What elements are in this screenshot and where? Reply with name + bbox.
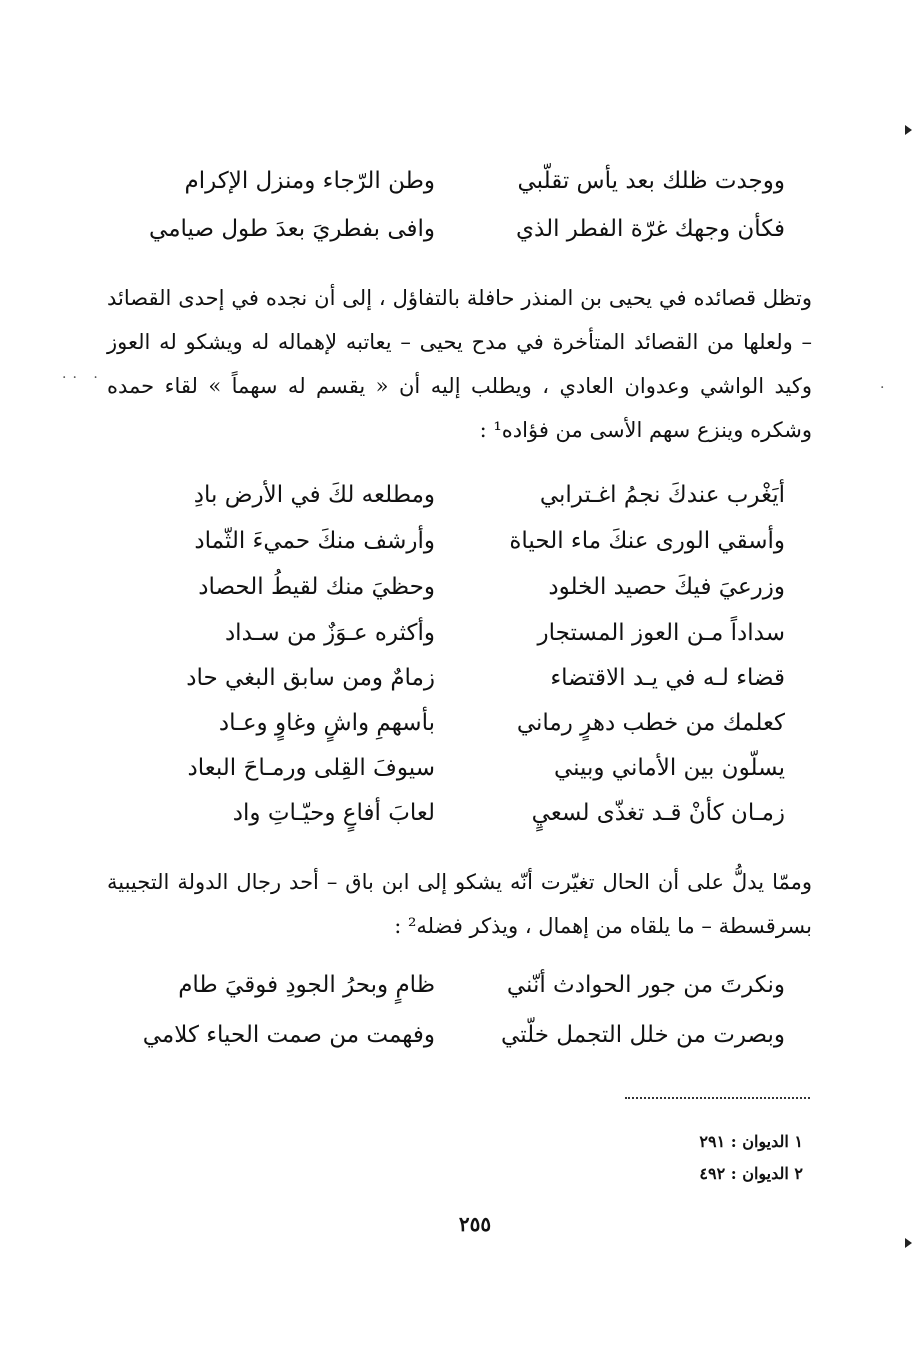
footnote-separator bbox=[625, 1097, 810, 1099]
prose-paragraph-2: وممّا يدلُّ على أن الحال تغيّرت أنّه يشكو إلى ابن باق – أحد رجال الدولة التجيبية بسرقسطة – ما يلقاه من إهمال ، ويذكر فضله² : bbox=[107, 870, 812, 938]
opening-verse-1 bbox=[125, 168, 785, 212]
hemistich-second: وحظيَ منك لقيطُ الحصاد bbox=[198, 574, 435, 600]
closing-verse-1 bbox=[125, 972, 785, 1016]
prose-paragraph-1: وتظل قصائده في يحيى بن المنذر حافلة بالتفاؤل ، إلى أن نجده في إحدى القصائد – ولعلها من القصائد المتأخرة في مدح يحيى – يعاتبه لإهماله له ويشكو له العوز وكيد الواشي وعدوان العادي ، ويطلب إليه أن « يقسم له سهماً » لقاء حمده وشكره وينزع سهم الأسى من فؤاده¹ : bbox=[107, 286, 812, 442]
hemistich-first: أيَغْرب عندكَ نجمُ اغـترابي bbox=[539, 482, 785, 508]
footnote-1: ١ الديوان : ٢٩١ bbox=[699, 1132, 803, 1151]
scan-edge-mark bbox=[905, 125, 912, 135]
scan-speck: · bbox=[880, 380, 891, 396]
hemistich-first: وزرعيَ فيكَ حصيد الخلود bbox=[548, 574, 785, 600]
hemistich-second: زمامٌ ومن سابق البغي حاد bbox=[186, 665, 435, 691]
hemistich-first: قضاء لـه في يـد الاقتضاء bbox=[550, 665, 785, 691]
scan-edge-mark bbox=[905, 1238, 912, 1248]
hemistich-first: وأسقي الورى عنكَ ماء الحياة bbox=[509, 528, 785, 554]
hemistich-first: سداداً مـن العوز المستجار bbox=[537, 620, 785, 646]
hemistich-first: يسلّون بين الأماني وبيني bbox=[553, 755, 785, 781]
opening-verse-2 bbox=[125, 216, 785, 260]
scan-speck: ·· · bbox=[62, 370, 104, 386]
middle-verse-1 bbox=[125, 482, 785, 526]
hemistich-first: زمـان كأنْ قـد تغذّى لسعيٍ bbox=[531, 800, 785, 826]
hemistich-second: وفهمت من صمت الحياء كلامي bbox=[142, 1022, 435, 1048]
footnote-2: ٢ الديوان : ٤٩٢ bbox=[699, 1164, 803, 1183]
middle-verse-4 bbox=[125, 620, 785, 664]
hemistich-second: بأسهمِ واشٍ وغاوٍ وعـاد bbox=[218, 710, 435, 736]
middle-verse-2 bbox=[125, 528, 785, 572]
hemistich-first: فكأن وجهك غرّة الفطر الذي bbox=[516, 216, 785, 242]
middle-verse-7 bbox=[125, 755, 785, 799]
page-number: ٢٥٥ bbox=[458, 1212, 492, 1236]
closing-verse-2 bbox=[125, 1022, 785, 1066]
hemistich-second: ومطلعه لكَ في الأرض بادِ bbox=[193, 482, 435, 508]
middle-verse-8 bbox=[125, 800, 785, 844]
hemistich-first: ونكرتَ من جور الحوادث أنّني bbox=[506, 972, 785, 998]
hemistich-second: وأكثره عـوَزٌ من سـداد bbox=[224, 620, 435, 646]
hemistich-first: وبصرت من خلل التجمل خلّتي bbox=[501, 1022, 785, 1048]
hemistich-first: كعلمك من خطب دهرٍ رماني bbox=[516, 710, 785, 736]
hemistich-second: سيوفَ القِلى ورمـاحَ البعاد bbox=[187, 755, 435, 781]
hemistich-second: وأرشف منكَ حميءَ الثّماد bbox=[194, 528, 435, 554]
hemistich-first: ووجدت ظلك بعد يأس تقلّبي bbox=[517, 168, 785, 194]
middle-verse-6 bbox=[125, 710, 785, 754]
hemistich-second: لعابَ أفاعٍ وحيّـاتِ واد bbox=[232, 800, 435, 826]
hemistich-second: وطن الرّجاء ومنزل الإكرام bbox=[184, 168, 435, 194]
middle-verse-5 bbox=[125, 665, 785, 709]
hemistich-second: ظامٍ وبحرُ الجودِ فوقيَ طام bbox=[178, 972, 435, 998]
middle-verse-3 bbox=[125, 574, 785, 618]
hemistich-second: وافى بفطريَ بعدَ طول صيامي bbox=[149, 216, 435, 242]
